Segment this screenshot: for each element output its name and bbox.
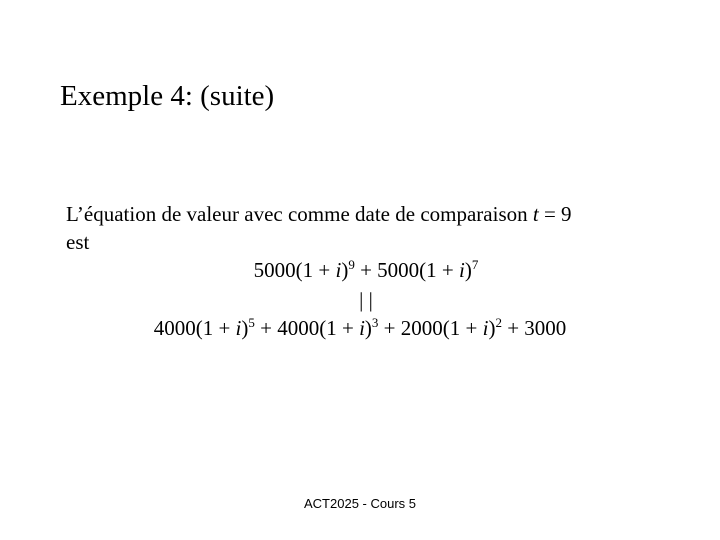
equation-right-side — [0, 315, 720, 341]
eq-term-text: 4000(1 + — [153, 316, 236, 340]
intro-text-part-2: = 9 — [538, 202, 572, 226]
eq-term-text: ) — [464, 258, 472, 282]
eq-term-text: ) — [341, 258, 349, 282]
exponent: 7 — [471, 257, 479, 272]
exponent: 3 — [371, 315, 379, 330]
slide-footer: ACT2025 - Cours 5 — [304, 496, 416, 511]
eq-term-text: + 2000(1 + — [378, 316, 483, 340]
eq-term-text: + 5000(1 + — [354, 258, 460, 282]
rate-variable: i — [335, 258, 342, 282]
intro-sentence-continued: est — [66, 230, 90, 254]
eq-term-text: + 4000(1 + — [254, 316, 360, 340]
exponent: 5 — [248, 315, 255, 330]
intro-text-part-1: L’équation de valeur avec comme date de comparaison — [66, 202, 533, 226]
time-variable: t — [532, 202, 539, 226]
eq-term-text: ) — [488, 316, 496, 340]
intro-sentence — [66, 201, 572, 227]
eq-term-text: ) — [364, 316, 372, 340]
rate-variable: i — [235, 316, 242, 340]
rate-variable: i — [459, 258, 465, 282]
eq-term-text: 5000(1 + — [253, 258, 336, 282]
eq-term-text: + 3000 — [501, 316, 567, 340]
equation-equals-symbol: | | — [359, 288, 373, 312]
rate-variable: i — [482, 316, 489, 340]
rate-variable: i — [359, 316, 365, 340]
exponent: 2 — [495, 315, 502, 330]
slide-title: Exemple 4: (suite) — [60, 80, 275, 112]
eq-term-text: ) — [241, 316, 249, 340]
equation-left-side — [6, 257, 720, 283]
exponent: 9 — [348, 257, 355, 272]
